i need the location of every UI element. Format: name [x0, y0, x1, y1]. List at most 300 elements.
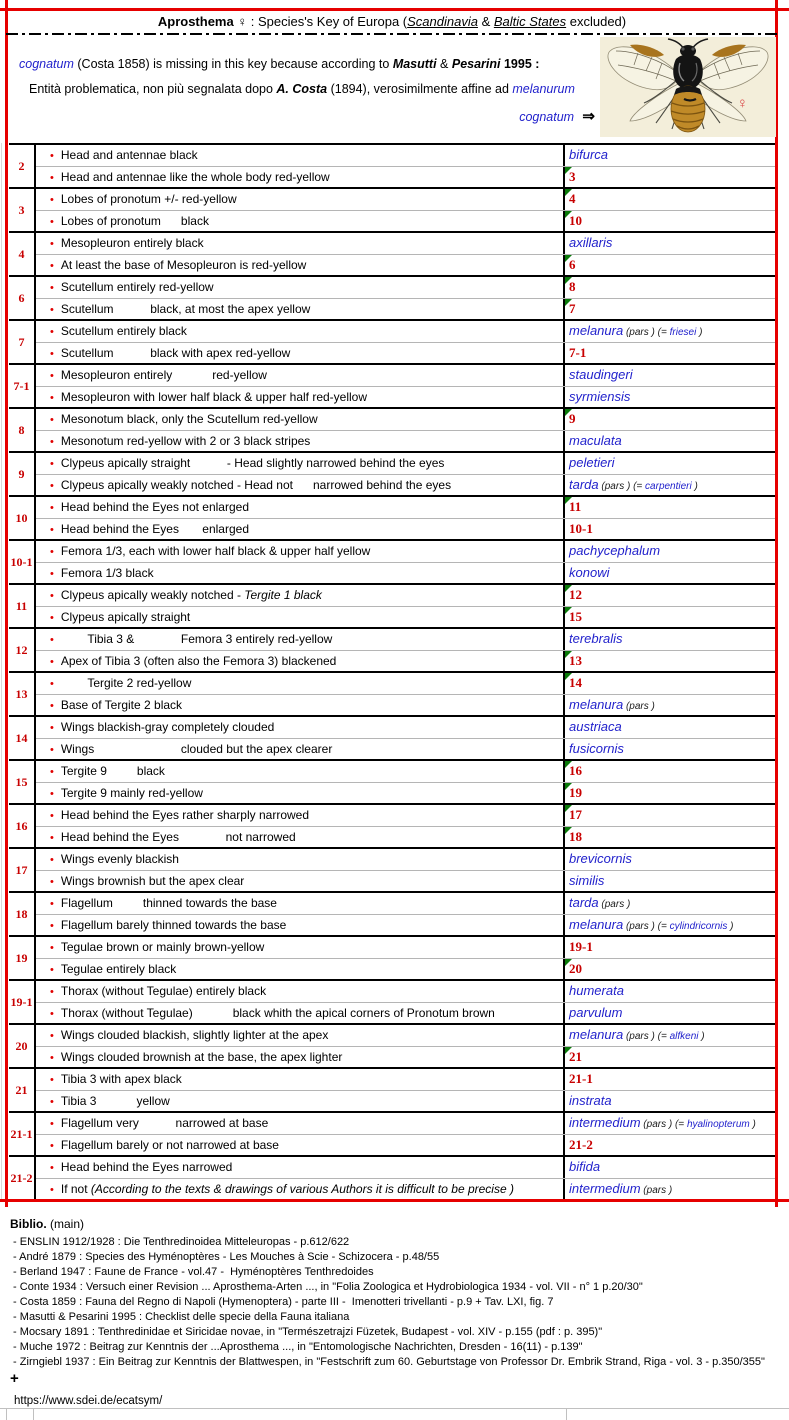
couplet-number: 7-1 — [9, 365, 36, 407]
result-species-name: humerata — [569, 983, 624, 998]
bullet-icon: • — [50, 150, 54, 162]
row-description — [36, 431, 565, 451]
result-species-cell — [565, 739, 775, 759]
row-description — [36, 299, 565, 319]
arrow-right-icon: ⇒ — [574, 108, 595, 125]
key-couplet — [9, 803, 775, 847]
key-row — [36, 562, 775, 583]
bullet-icon: • — [50, 876, 54, 888]
description-text: Flagellum barely thinned towards the base — [60, 918, 287, 932]
bullet-icon: • — [50, 1118, 54, 1130]
result-ref-number[interactable]: 21-2 — [569, 1137, 593, 1152]
key-couplet — [9, 451, 775, 495]
description-text: Tegulae brown or mainly brown-yellow — [60, 940, 265, 954]
couplet-number: 21 — [9, 1069, 36, 1111]
result-ref-cell[interactable] — [565, 189, 775, 210]
comment-corner-icon — [565, 673, 572, 680]
result-ref-number[interactable]: 18 — [569, 829, 582, 844]
couplet-number: 13 — [9, 673, 36, 715]
key-couplet — [9, 627, 775, 671]
bullet-icon: • — [50, 854, 54, 866]
title-end: excluded) — [566, 14, 627, 29]
description-text: Thorax (without Tegulae) black whith the apical corners of Pronotum brown — [60, 1006, 495, 1020]
description-text: Femora 1/3, each with lower half black & upper half yellow — [60, 544, 371, 558]
result-ref-cell[interactable] — [565, 651, 775, 671]
row-description — [36, 1047, 565, 1067]
key-row — [36, 1046, 775, 1067]
result-ref-number[interactable]: 8 — [569, 279, 576, 294]
couplet-number: 11 — [9, 585, 36, 627]
description-text: Tergite 9 black — [60, 764, 165, 778]
couplet-number: 15 — [9, 761, 36, 803]
row-description — [36, 937, 565, 958]
result-species-cell — [565, 233, 775, 254]
couplet-rows — [36, 189, 775, 231]
key-couplet — [9, 539, 775, 583]
bullet-icon: • — [50, 612, 54, 624]
result-pars-label: (pars ) — [598, 899, 631, 910]
row-description — [36, 519, 565, 539]
description-text: Wings blackish-gray completely clouded — [60, 720, 275, 734]
result-species-cell — [565, 981, 775, 1002]
result-ref-cell[interactable] — [565, 1135, 775, 1155]
biblio-title — [10, 1213, 780, 1235]
result-species-name: parvulum — [569, 1005, 623, 1020]
result-ref-cell[interactable] — [565, 585, 775, 606]
row-description — [36, 1113, 565, 1134]
biblio-item: - Muche 1972 : Beitrag zur Kenntnis der ...Aprosthema ..., in "Entomologische Nachrichten, Dresden - 16(11) - p.139" — [10, 1341, 583, 1353]
result-ref-cell[interactable] — [565, 299, 775, 319]
result-ref-number[interactable]: 21 — [569, 1049, 582, 1064]
title-mid: : Species's Key of Europa ( — [247, 14, 408, 29]
bullet-icon: • — [50, 326, 54, 338]
row-description — [36, 497, 565, 518]
result-species-cell — [565, 1091, 775, 1111]
bullet-icon: • — [50, 260, 54, 272]
result-ref-number[interactable]: 16 — [569, 763, 582, 778]
result-ref-cell[interactable] — [565, 761, 775, 782]
key-row — [36, 1157, 775, 1178]
result-species-name: instrata — [569, 1093, 612, 1108]
row-description — [36, 1025, 565, 1046]
title-amp: & — [477, 14, 494, 29]
key-row — [36, 738, 775, 759]
row-description — [36, 475, 565, 495]
couplet-rows — [36, 233, 775, 275]
bullet-icon: • — [50, 568, 54, 580]
result-ref-number[interactable]: 14 — [569, 675, 582, 690]
bullet-icon: • — [50, 678, 54, 690]
description-text: Femora 1/3 black — [60, 566, 154, 580]
key-row — [36, 409, 775, 430]
result-ref-cell[interactable] — [565, 1069, 775, 1090]
couplet-number: 8 — [9, 409, 36, 451]
gridline-bottom-row — [0, 1408, 789, 1409]
result-ref-number[interactable]: 11 — [569, 499, 582, 514]
row-description — [36, 167, 565, 187]
bullet-icon: • — [50, 986, 54, 998]
row-description — [36, 453, 565, 474]
couplet-number: 21-2 — [9, 1157, 36, 1199]
result-ref-number[interactable]: 9 — [569, 411, 576, 426]
result-ref-cell[interactable] — [565, 827, 775, 847]
row-description — [36, 673, 565, 694]
note-line-2 — [29, 82, 575, 96]
key-couplet — [9, 891, 775, 935]
result-ref-number[interactable]: 3 — [569, 169, 576, 184]
result-ref-number[interactable]: 15 — [569, 609, 582, 624]
result-ref-cell[interactable] — [565, 1047, 775, 1067]
comment-corner-icon — [565, 761, 572, 768]
bullet-icon: • — [50, 282, 54, 294]
result-ref-number[interactable]: 4 — [569, 191, 576, 206]
key-row — [36, 1069, 775, 1090]
result-species-cell — [565, 475, 775, 495]
couplet-rows — [36, 805, 775, 847]
row-description — [36, 585, 565, 606]
result-ref-number[interactable]: 6 — [569, 257, 576, 272]
result-species-name: peletieri — [569, 455, 615, 470]
comment-corner-icon — [565, 805, 572, 812]
result-ref-cell[interactable] — [565, 805, 775, 826]
bee-female-symbol: ♀ — [736, 95, 748, 112]
result-synonym: (= friesei ) — [654, 327, 703, 338]
result-species-cell — [565, 145, 775, 166]
description-text: Tibia 3 & Femora 3 entirely red-yellow — [60, 632, 333, 646]
key-row — [36, 277, 775, 298]
description-text: Wings clouded brownish at the base, the apex lighter — [60, 1050, 343, 1064]
bullet-icon: • — [50, 370, 54, 382]
result-species-cell — [565, 871, 775, 891]
biblio-item: - Masutti & Pesarini 1995 : Checklist delle specie della Fauna italiana — [10, 1311, 350, 1323]
identification-key-table — [9, 143, 775, 1199]
key-row — [36, 254, 775, 275]
synonym-name: cylindricornis — [669, 921, 728, 932]
description-text: Tergite 1 black — [244, 588, 322, 602]
bullet-icon: • — [50, 1162, 54, 1174]
result-species-cell — [565, 1003, 775, 1023]
key-couplet — [9, 935, 775, 979]
sawfly-illustration — [600, 37, 776, 137]
couplet-rows — [36, 1025, 775, 1067]
row-description — [36, 629, 565, 650]
key-row — [36, 453, 775, 474]
biblio-title-rest: (main) — [46, 1217, 85, 1231]
result-synonym: (= hyalinopterum ) — [672, 1119, 756, 1130]
key-row — [36, 210, 775, 231]
result-species-cell — [565, 893, 775, 914]
key-couplet — [9, 979, 775, 1023]
bullet-icon: • — [50, 304, 54, 316]
key-row — [36, 430, 775, 451]
frame-line-left — [5, 0, 8, 1207]
comment-corner-icon — [565, 255, 572, 262]
description-text: Tergite 2 red-yellow — [60, 676, 192, 690]
description-text: Head behind the Eyes not narrowed — [60, 830, 296, 844]
row-description — [36, 1179, 565, 1199]
comment-corner-icon — [565, 277, 572, 284]
result-species-cell — [565, 563, 775, 583]
bullet-icon: • — [50, 810, 54, 822]
bullet-icon: • — [50, 546, 54, 558]
note-line-1 — [19, 57, 539, 71]
result-ref-cell[interactable] — [565, 783, 775, 803]
result-pars-label: (pars ) — [623, 327, 655, 338]
description-text: Scutellum entirely black — [60, 324, 187, 338]
couplet-number: 10 — [9, 497, 36, 539]
key-row — [36, 650, 775, 671]
result-ref-number[interactable]: 20 — [569, 961, 582, 976]
comment-corner-icon — [565, 783, 572, 790]
couplet-rows — [36, 673, 775, 715]
gridline-stub-2 — [33, 1408, 34, 1420]
key-row — [36, 849, 775, 870]
key-row — [36, 1025, 775, 1046]
key-row — [36, 365, 775, 386]
bullet-icon: • — [50, 964, 54, 976]
biblio-item: - Zirngiebl 1937 : Ein Beitrag zur Kenntnis der Blattwespen, in "Festschrift zum 60. Geburtstage von Professor Dr. Embrik Strand, Riga - vol. 3 - p.350/355" — [10, 1356, 765, 1368]
title-excluded-region-2: Baltic States — [493, 14, 567, 29]
bullet-icon: • — [50, 458, 54, 470]
row-description — [36, 277, 565, 298]
result-ref-number[interactable]: 10 — [569, 213, 582, 228]
row-description — [36, 343, 565, 363]
bullet-icon: • — [50, 216, 54, 228]
couplet-rows — [36, 409, 775, 451]
result-pars-label: (pars ) — [640, 1119, 673, 1130]
result-ref-cell[interactable] — [565, 409, 775, 430]
couplet-number: 6 — [9, 277, 36, 319]
result-ref-number[interactable]: 13 — [569, 653, 582, 668]
result-ref-cell[interactable] — [565, 959, 775, 979]
description-text: Wings evenly blackish — [60, 852, 179, 866]
result-ref-number[interactable]: 10-1 — [569, 521, 593, 536]
biblio-list — [10, 1235, 780, 1370]
bullet-icon: • — [50, 590, 54, 602]
key-couplet — [9, 1023, 775, 1067]
biblio-url[interactable]: https://www.sdei.de/ecatsym/ — [14, 1395, 163, 1407]
bullet-icon: • — [50, 744, 54, 756]
couplet-rows — [36, 981, 775, 1023]
key-couplet — [9, 671, 775, 715]
result-ref-cell[interactable] — [565, 673, 775, 694]
result-species-cell — [565, 365, 775, 386]
row-description — [36, 695, 565, 715]
row-description — [36, 739, 565, 759]
result-ref-cell[interactable] — [565, 937, 775, 958]
bullet-icon: • — [50, 788, 54, 800]
result-ref-number[interactable]: 17 — [569, 807, 582, 822]
note-year: 1995 : — [500, 57, 540, 71]
comment-corner-icon — [565, 607, 572, 614]
description-text: Base of Tergite 2 black — [60, 698, 183, 712]
key-row — [36, 189, 775, 210]
description-text: Clypeus apically weakly notched - Head not narrowed behind the eyes — [60, 478, 452, 492]
result-ref-cell[interactable] — [565, 519, 775, 539]
result-ref-cell[interactable] — [565, 497, 775, 518]
key-row — [36, 826, 775, 847]
result-species-cell — [565, 321, 775, 342]
comment-corner-icon — [565, 189, 572, 196]
key-couplet — [9, 363, 775, 407]
key-row — [36, 233, 775, 254]
description-text: Tegulae entirely black — [60, 962, 177, 976]
row-description — [36, 607, 565, 627]
key-row — [36, 782, 775, 803]
result-ref-number[interactable]: 7 — [569, 301, 576, 316]
description-text: Tibia 3 yellow — [60, 1094, 170, 1108]
key-row — [36, 1134, 775, 1155]
result-ref-number[interactable]: 19 — [569, 785, 582, 800]
species-melanurum: melanurum — [512, 82, 575, 96]
biblio-item: - Costa 1859 : Fauna del Regno di Napoli (Hymenoptera) - parte III - Imenotteri trivellanti - p.9 + Tav. LXI, fig. 7 — [10, 1296, 554, 1308]
gridline-left — [1, 143, 2, 1199]
result-pars-label: (pars ) — [623, 1031, 655, 1042]
comment-corner-icon — [565, 959, 572, 966]
description-text: Lobes of pronotum +/- red-yellow — [60, 192, 237, 206]
row-description — [36, 255, 565, 275]
result-synonym: (= alfkeni ) — [654, 1031, 705, 1042]
row-description — [36, 409, 565, 430]
key-couplet — [9, 495, 775, 539]
description-text: (According to the texts & drawings of various Authors it is difficult to be precise ) — [90, 1182, 514, 1196]
bullet-icon: • — [50, 1074, 54, 1086]
result-species-name: melanura — [569, 697, 624, 712]
key-row — [36, 298, 775, 319]
result-species-name: intermedium — [569, 1115, 641, 1130]
result-species-name: bifurca — [569, 147, 609, 162]
bullet-icon: • — [50, 722, 54, 734]
bibliography-section — [10, 1213, 780, 1410]
key-couplet — [9, 407, 775, 451]
couplet-rows — [36, 365, 775, 407]
result-ref-cell[interactable] — [565, 167, 775, 187]
synonym-name: alfkeni — [669, 1031, 699, 1042]
description-text: Scutellum entirely red-yellow — [60, 280, 214, 294]
key-couplet — [9, 759, 775, 803]
result-pars-label: (pars ) — [623, 921, 655, 932]
author-costa: A. Costa — [276, 82, 328, 96]
synonym-name: hyalinopterum — [686, 1119, 750, 1130]
result-ref-cell[interactable] — [565, 607, 775, 627]
result-ref-number[interactable]: 19-1 — [569, 939, 593, 954]
page-title — [9, 12, 775, 32]
result-species-name: tarda — [569, 477, 599, 492]
key-row — [36, 893, 775, 914]
row-description — [36, 959, 565, 979]
key-row — [36, 914, 775, 935]
description-text: Apex of Tibia 3 (often also the Femora 3) blackened — [60, 654, 337, 668]
result-ref-number[interactable]: 7-1 — [569, 345, 587, 360]
bullet-icon: • — [50, 436, 54, 448]
key-row — [36, 1113, 775, 1134]
couplet-rows — [36, 277, 775, 319]
result-ref-cell[interactable] — [565, 277, 775, 298]
couplet-rows — [36, 1113, 775, 1155]
key-row — [36, 497, 775, 518]
dash-dot-divider — [6, 33, 778, 35]
row-description — [36, 783, 565, 803]
couplet-number: 19 — [9, 937, 36, 979]
result-ref-number[interactable]: 12 — [569, 587, 582, 602]
couplet-number: 16 — [9, 805, 36, 847]
comment-corner-icon — [565, 497, 572, 504]
description-text: Clypeus apically weakly notched - — [60, 588, 245, 602]
result-species-cell — [565, 453, 775, 474]
result-species-name: bifida — [569, 1159, 601, 1174]
bullet-icon: • — [50, 194, 54, 206]
key-couplet — [9, 319, 775, 363]
bullet-icon: • — [50, 1030, 54, 1042]
key-row — [36, 629, 775, 650]
comment-corner-icon — [565, 211, 572, 218]
result-species-cell — [565, 541, 775, 562]
description-text: Head behind the Eyes enlarged — [60, 522, 249, 536]
synonym-name: friesei — [669, 327, 697, 338]
bullet-icon: • — [50, 832, 54, 844]
result-species-cell — [565, 629, 775, 650]
description-text: Thorax (without Tegulae) entirely black — [60, 984, 267, 998]
biblio-item: - Conte 1934 : Versuch einer Revision ... Aprosthema-Arten ..., in "Folia Zoologica et Hydrobiologica 1934 - vol. VII - n° 1 p.20/30" — [10, 1281, 643, 1293]
description-text: Mesonotum red-yellow with 2 or 3 black stripes — [60, 434, 311, 448]
note-italian-text: Entità problematica, non più segnalata dopo — [29, 82, 277, 96]
result-species-name: intermedium — [569, 1181, 641, 1196]
species-cognatum: cognatum — [19, 57, 74, 71]
row-description — [36, 365, 565, 386]
key-row — [36, 1090, 775, 1111]
bullet-icon: • — [50, 766, 54, 778]
key-couplet — [9, 231, 775, 275]
row-description — [36, 1069, 565, 1090]
result-pars-label: (pars ) — [623, 701, 655, 712]
row-description — [36, 651, 565, 671]
description-text: If not — [60, 1182, 91, 1196]
result-ref-cell[interactable] — [565, 255, 775, 275]
description-text: Head behind the Eyes not enlarged — [60, 500, 249, 514]
bullet-icon: • — [50, 656, 54, 668]
couplet-number: 7 — [9, 321, 36, 363]
row-description — [36, 805, 565, 826]
row-description — [36, 1135, 565, 1155]
key-row — [36, 981, 775, 1002]
bullet-icon: • — [50, 700, 54, 712]
result-species-name: staudingeri — [569, 367, 633, 382]
comment-corner-icon — [565, 409, 572, 416]
description-text: Tibia 3 with apex black — [60, 1072, 182, 1086]
result-ref-cell[interactable] — [565, 211, 775, 231]
couplet-number: 20 — [9, 1025, 36, 1067]
comment-corner-icon — [565, 299, 572, 306]
key-couplet — [9, 1067, 775, 1111]
result-species-name: similis — [569, 873, 605, 888]
key-couplet — [9, 583, 775, 627]
description-text: Mesopleuron entirely red-yellow — [60, 368, 267, 382]
description-text: Tergite 9 mainly red-yellow — [60, 786, 203, 800]
species-cognatum-pointer: cognatum — [519, 110, 575, 124]
result-ref-number[interactable]: 21-1 — [569, 1071, 593, 1086]
couplet-rows — [36, 937, 775, 979]
result-species-name: syrmiensis — [569, 389, 631, 404]
couplet-rows — [36, 453, 775, 495]
row-description — [36, 827, 565, 847]
bullet-icon: • — [50, 502, 54, 514]
row-description — [36, 387, 565, 407]
row-description — [36, 893, 565, 914]
bullet-icon: • — [50, 348, 54, 360]
result-ref-cell[interactable] — [565, 343, 775, 363]
row-description — [36, 761, 565, 782]
result-species-cell — [565, 849, 775, 870]
